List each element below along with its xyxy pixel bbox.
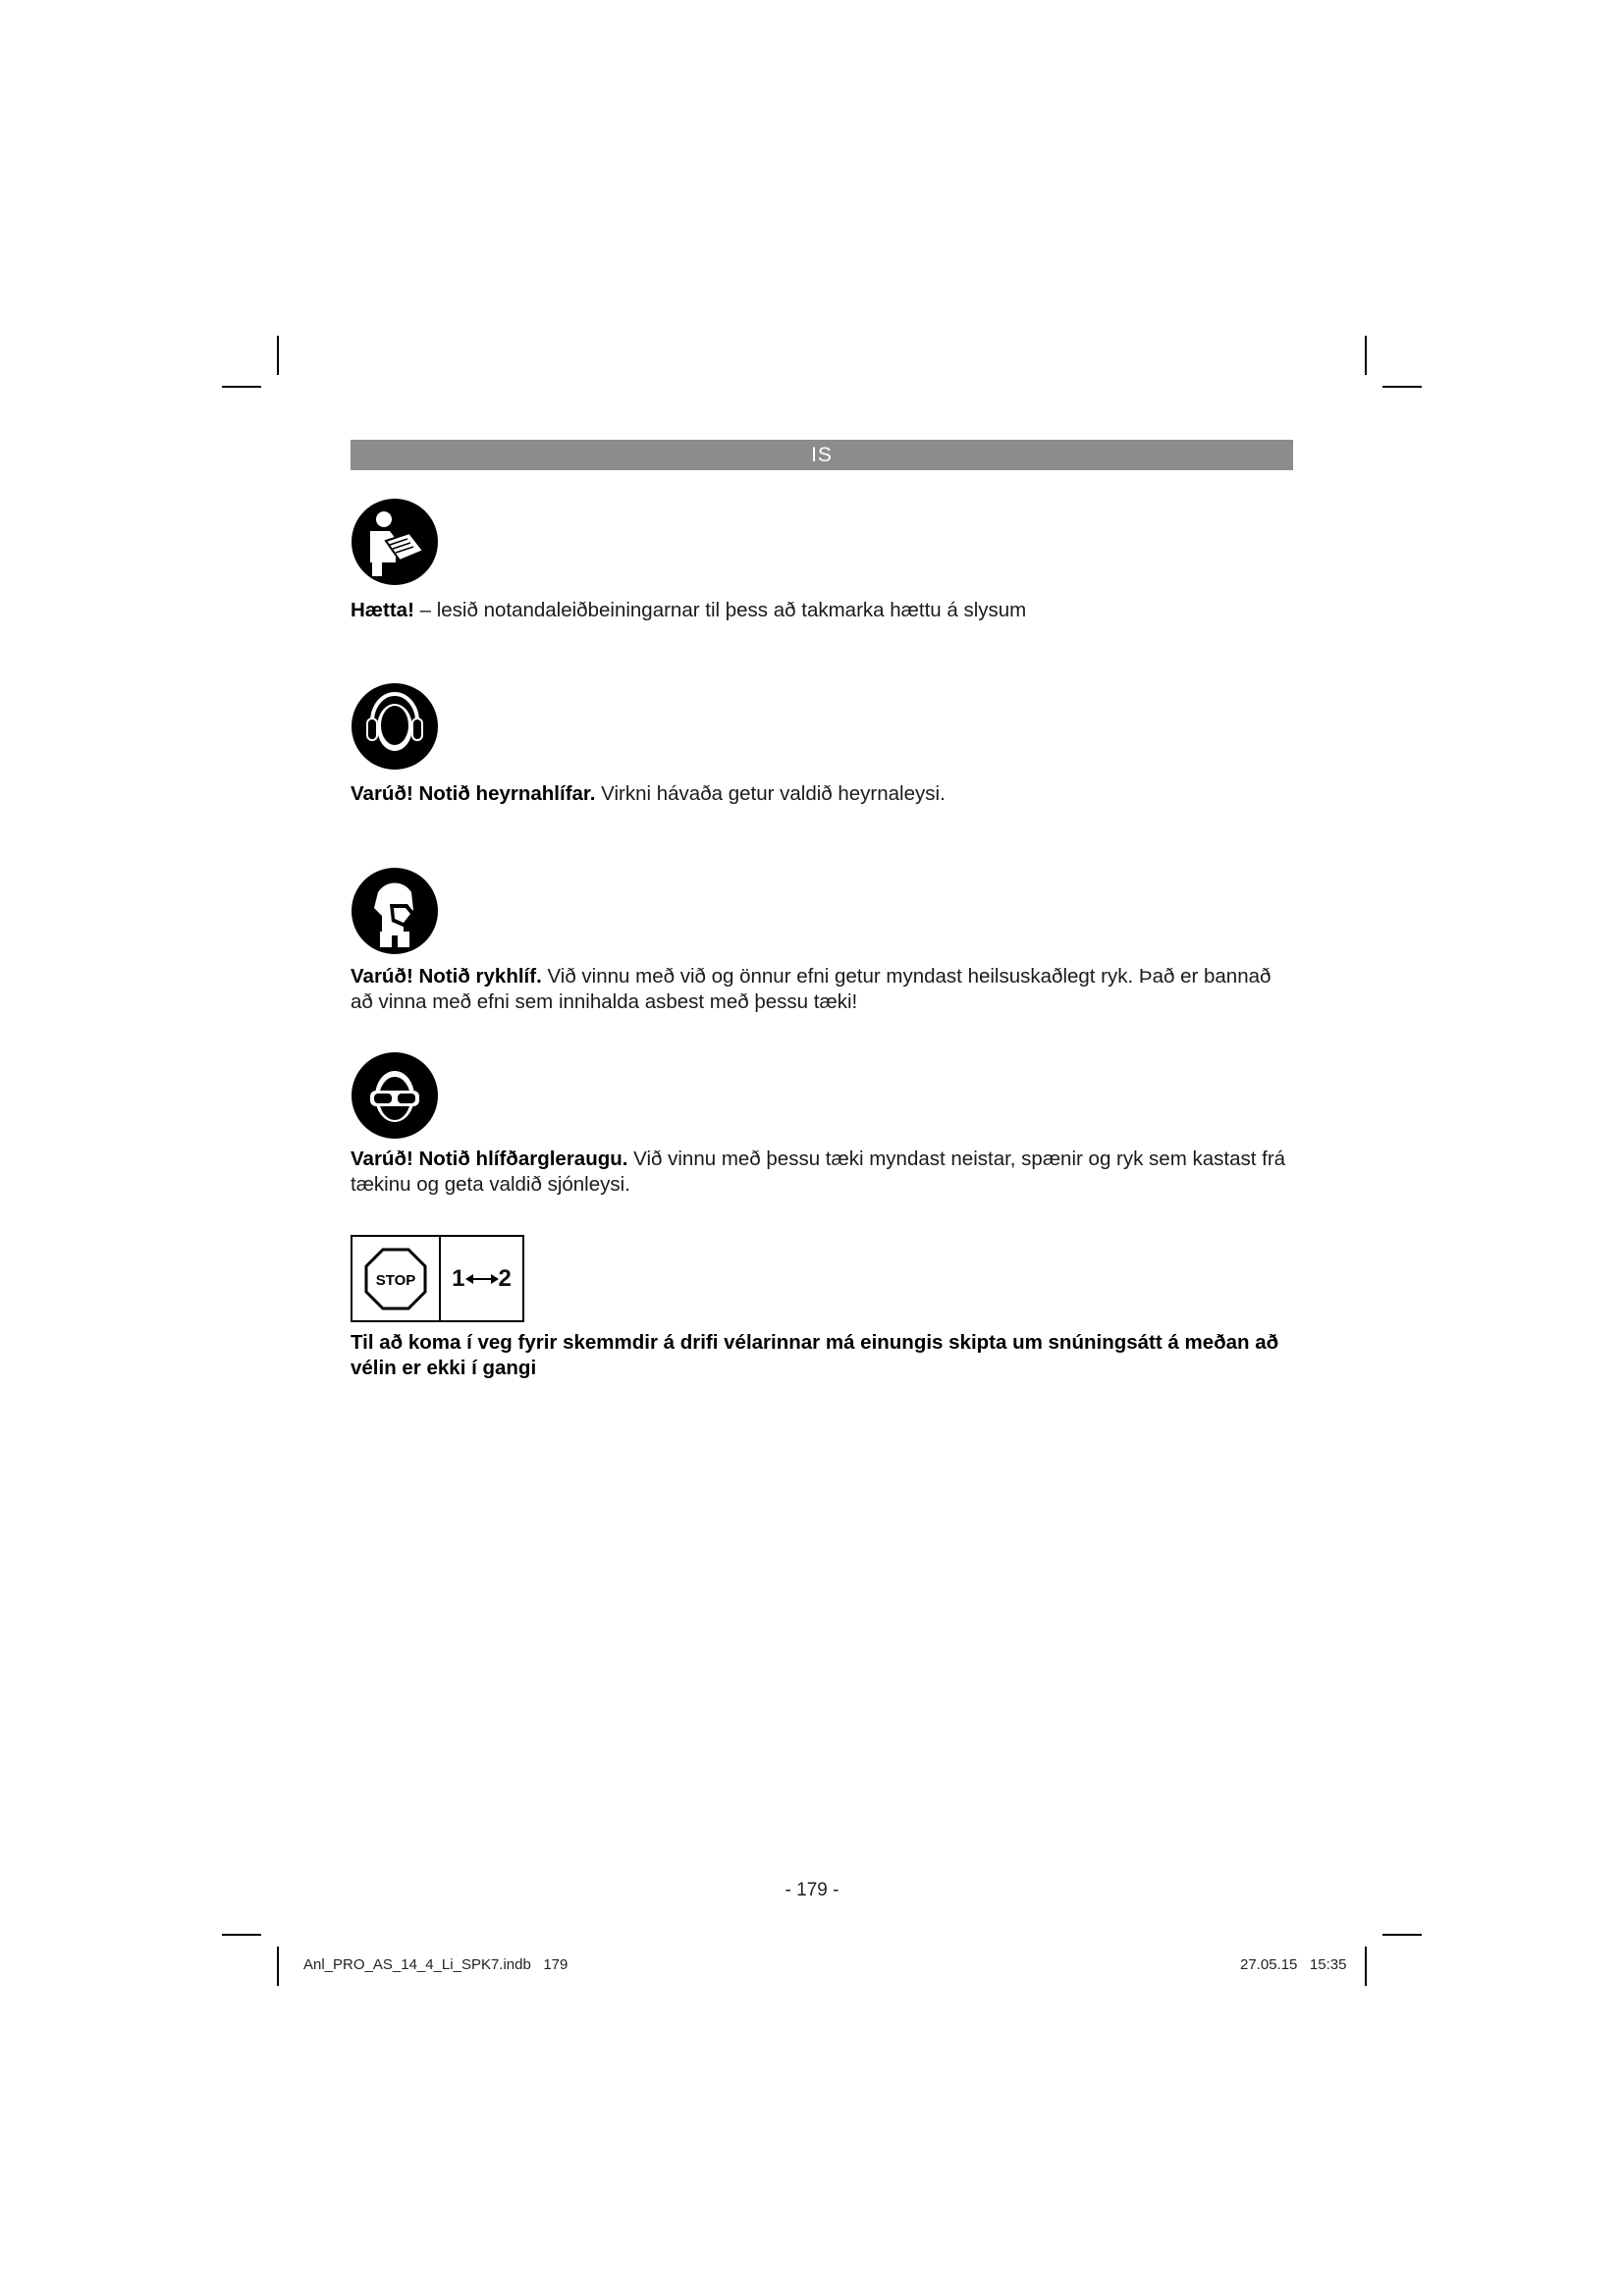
notice-direction-change: Til að koma í veg fyrir skemmdir á drifi vélarinnar má einungis skipta um snúningsátt á meðan að vélin er ekki í gangi bbox=[351, 1331, 1279, 1379]
safety-goggles-icon bbox=[351, 1051, 439, 1140]
read-manual-icon bbox=[351, 498, 439, 586]
ear-protection-icon bbox=[351, 682, 439, 771]
crop-mark bbox=[277, 336, 279, 375]
print-date-time: 27.05.15 15:35 bbox=[1240, 1956, 1347, 1973]
crop-mark bbox=[277, 1947, 279, 1986]
stop-sign-icon bbox=[352, 1237, 441, 1320]
notice-title: Varúð! Notið heyrnahlífar. bbox=[351, 782, 596, 805]
page-number: - 179 - bbox=[785, 1880, 839, 1900]
direction-change-symbol bbox=[351, 1235, 524, 1322]
notice-safety-goggles bbox=[351, 1147, 1293, 1198]
crop-mark bbox=[222, 386, 261, 388]
language-code: IS bbox=[811, 444, 833, 466]
notice-text: – lesið notandaleiðbeiningarnar til þess að takmarka hættu á slysum bbox=[413, 599, 1027, 621]
rotation-direction-indicator bbox=[441, 1237, 522, 1320]
notice-title: Varúð! Notið rykhlíf. bbox=[351, 965, 542, 988]
direction-from: 1 bbox=[452, 1264, 465, 1292]
notice-title: Varúð! Notið hlífðargleraugu. bbox=[351, 1148, 628, 1170]
notice-title: Hætta! bbox=[351, 599, 414, 621]
crop-mark bbox=[222, 1934, 261, 1936]
crop-mark bbox=[1382, 386, 1422, 388]
dust-mask-icon bbox=[351, 867, 439, 955]
notice-text: Virkni hávaða getur valdið heyrnaleysi. bbox=[595, 782, 946, 805]
language-header-bar bbox=[351, 440, 1293, 470]
notice-ear-protection bbox=[351, 781, 1293, 807]
print-file-name: Anl_PRO_AS_14_4_Li_SPK7.indb 179 bbox=[303, 1956, 568, 1973]
crop-mark bbox=[1365, 1947, 1367, 1986]
notice-text: Við vinnu með við og önnur efni getur myndast heilsuskaðlegt ryk. Það er bannað að vinna með efni sem innihalda asbest með þessu tæki! bbox=[351, 965, 1272, 1013]
notice-read-manual bbox=[351, 598, 1293, 623]
double-arrow-icon bbox=[465, 1272, 499, 1286]
stop-label: STOP bbox=[375, 1271, 416, 1289]
direction-to: 2 bbox=[498, 1264, 512, 1292]
crop-mark bbox=[1382, 1934, 1422, 1936]
notice-text: Við vinnu með þessu tæki myndast neistar, spænir og ryk sem kastast frá tækinu og geta valdið sjónleysi. bbox=[351, 1148, 1286, 1196]
crop-mark bbox=[1365, 336, 1367, 375]
notice-dust-mask bbox=[351, 964, 1293, 1015]
